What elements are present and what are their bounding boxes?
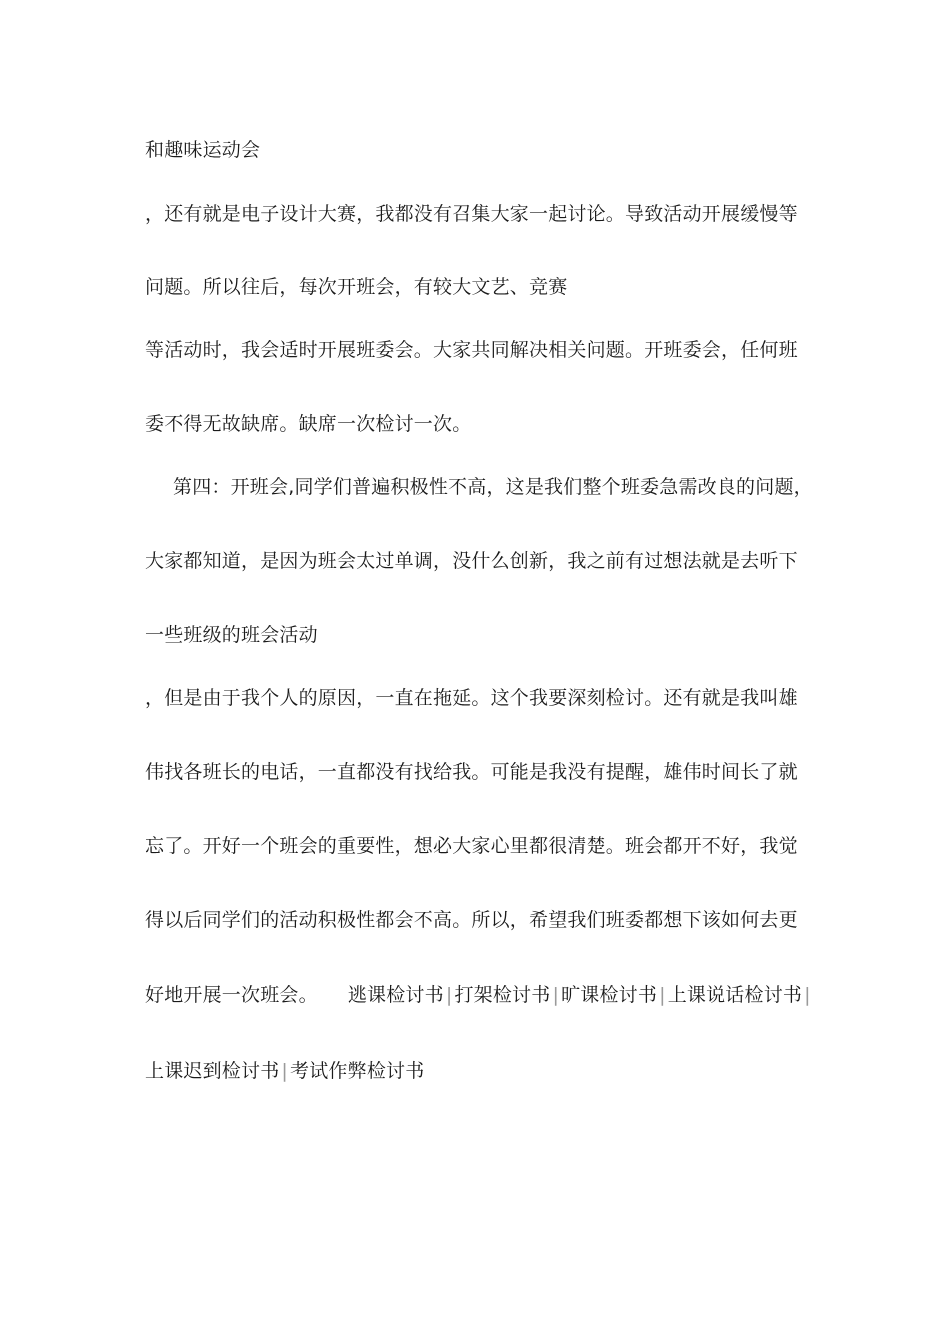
- paragraph-line-9: ，但是由于我个人的原因，一直在拖延。这个我要深刻检讨。还有就是我叫雄: [145, 687, 798, 709]
- last-sentence: 好地开展一次班会。: [145, 984, 318, 1006]
- paragraph-line-2: ，还有就是电子设计大赛，我都没有召集大家一起讨论。导致活动开展缓慢等: [145, 203, 798, 225]
- paragraph-line-3: 问题。所以往后，每次开班会，有较大文艺、竞赛: [145, 276, 568, 298]
- paragraph-line-11: 忘了。开好一个班会的重要性，想必大家心里都很清楚。班会都开不好，我觉: [145, 835, 798, 857]
- related-link-fighting[interactable]: 打架检讨书: [454, 984, 551, 1006]
- paragraph-line-5: 委不得无故缺席。缺席一次检讨一次。: [145, 413, 472, 435]
- paragraph-line-8: 一些班级的班会活动: [145, 624, 318, 646]
- paragraph-line-12: 得以后同学们的活动积极性都会不高。所以，希望我们班委都想下该如何去更: [145, 909, 798, 931]
- paragraph-line-6: 第四：开班会,同学们普遍积极性不高，这是我们整个班委急需改良的问题，: [173, 476, 813, 498]
- paragraph-line-7: 大家都知道，是因为班会太过单调，没什么创新，我之前有过想法就是去听下: [145, 550, 798, 572]
- related-link-skip-class[interactable]: 逃课检讨书: [347, 984, 444, 1006]
- link-separator: |: [552, 984, 560, 1006]
- link-separator: |: [281, 1060, 289, 1082]
- related-link-late-to-class[interactable]: 上课迟到检讨书: [145, 1060, 280, 1082]
- paragraph-line-1: 和趣味运动会: [145, 139, 261, 161]
- related-link-exam-cheating[interactable]: 考试作弊检讨书: [290, 1060, 425, 1082]
- paragraph-line-13: [145, 982, 813, 1008]
- paragraph-line-14: [145, 1058, 424, 1084]
- paragraph-line-4: 等活动时，我会适时开展班委会。大家共同解决相关问题。开班委会，任何班: [145, 339, 798, 361]
- related-link-truancy[interactable]: 旷课检讨书: [561, 984, 658, 1006]
- link-separator: |: [804, 984, 811, 1006]
- link-separator: |: [445, 984, 453, 1006]
- related-link-talking-in-class[interactable]: 上课说话检讨书: [667, 984, 803, 1006]
- paragraph-line-10: 伟找各班长的电话，一直都没有找给我。可能是我没有提醒，雄伟时间长了就: [145, 761, 798, 783]
- link-separator: |: [659, 984, 666, 1006]
